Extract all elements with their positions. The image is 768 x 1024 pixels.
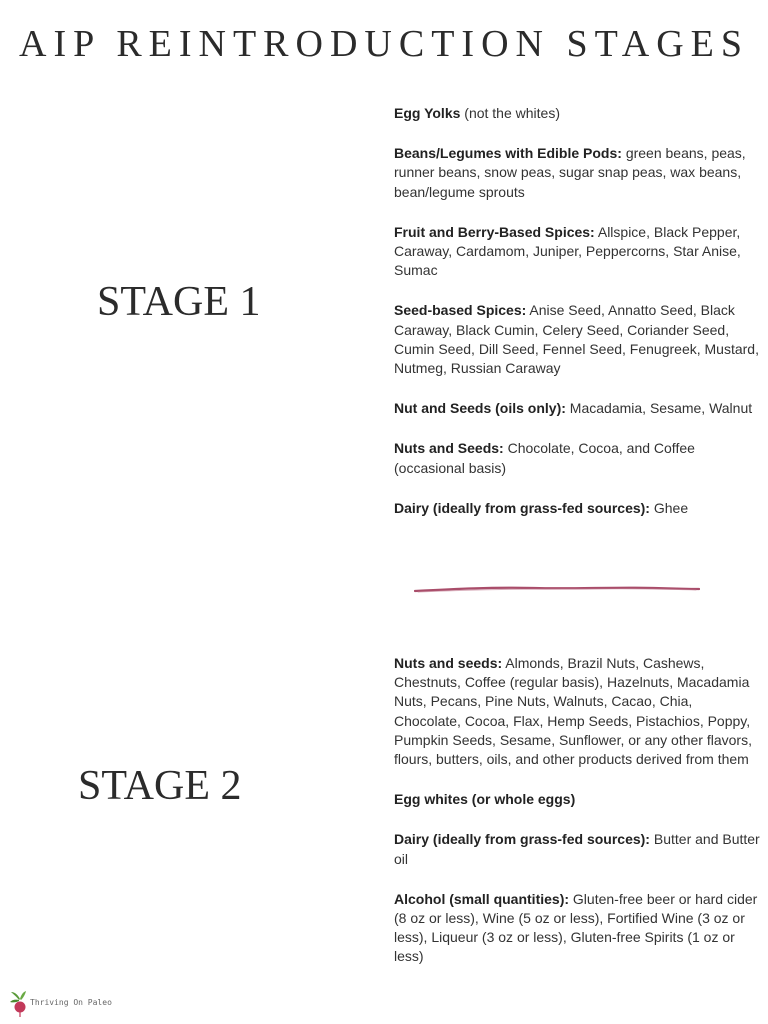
list-item [394, 890, 760, 967]
list-item [394, 790, 760, 809]
list-item [394, 104, 760, 123]
list-item [394, 144, 760, 202]
item-value: Almonds, Brazil Nuts, Cashews, Chestnuts, Coffee (regular basis), Hazelnuts, Macadamia Nuts, Pecans, Pine Nuts, Walnuts, Cacao, Chia, Chocolate, Cocoa, Flax, Hemp Seeds, Pistachios, Poppy, Pumpkin Seeds, Sesame, Sunflower, or any other flavors, flours, butters, oils, and other products derived from them [394, 655, 752, 768]
page-title: AIP REINTRODUCTION STAGES [19, 23, 749, 65]
item-value: Allspice, Black Pepper, Caraway, Cardamom, Juniper, Peppercorns, Star Anise, Sumac [394, 223, 741, 279]
item-key: Dairy (ideally from grass-fed sources): [394, 831, 650, 848]
item-key: Nut and Seeds (oils only): [394, 400, 566, 417]
item-value: Butter and Butter oil [394, 831, 760, 867]
item-key: Egg whites (or whole eggs) [394, 791, 576, 808]
stage-1-heading: STAGE 1 [97, 279, 261, 325]
item-key: Alcohol (small quantities): [394, 890, 570, 907]
item-value: Chocolate, Cocoa, and Coffee (occasional basis) [394, 440, 695, 476]
item-key: Fruit and Berry-Based Spices: [394, 223, 595, 240]
item-key: Egg Yolks [394, 105, 461, 121]
footer-brand: Thriving On Paleo [30, 998, 112, 1007]
list-item [394, 223, 760, 281]
list-item [394, 399, 760, 418]
list-item [394, 301, 760, 378]
stage-2-list [394, 654, 760, 988]
item-key: Beans/Legumes with Edible Pods: [394, 145, 622, 162]
item-value: Anise Seed, Annatto Seed, Black Caraway, Black Cumin, Celery Seed, Coriander Seed, Cumin Seed, Dill Seed, Fennel Seed, Fenugreek, Mustard, Nutmeg, Russian Caraway [394, 302, 759, 377]
stage-1-list [394, 104, 760, 539]
list-item [394, 439, 760, 477]
brush-divider [414, 583, 700, 597]
item-value: Gluten-free beer or hard cider (8 oz or less), Wine (5 oz or less), Fortified Wine (3 oz or less), Liqueur (3 oz or less), Gluten-free Spirits (1 oz or less) [394, 890, 758, 965]
item-value: Ghee [649, 499, 689, 516]
item-key: Nuts and Seeds: [394, 440, 504, 457]
item-key: Nuts and seeds: [394, 655, 503, 671]
radish-icon [8, 990, 32, 1018]
item-key: Dairy (ideally from grass-fed sources): [394, 499, 650, 516]
stage-2-heading: STAGE 2 [78, 763, 242, 809]
item-key: Seed-based Spices: [394, 302, 527, 319]
list-item [394, 654, 760, 769]
item-value: Macadamia, Sesame, Walnut [565, 400, 753, 417]
item-value: (not the whites) [460, 105, 560, 121]
list-item [394, 830, 760, 868]
item-value: green beans, peas, runner beans, snow peas, sugar snap peas, wax beans, bean/legume sprouts [394, 145, 746, 200]
list-item [394, 499, 760, 518]
